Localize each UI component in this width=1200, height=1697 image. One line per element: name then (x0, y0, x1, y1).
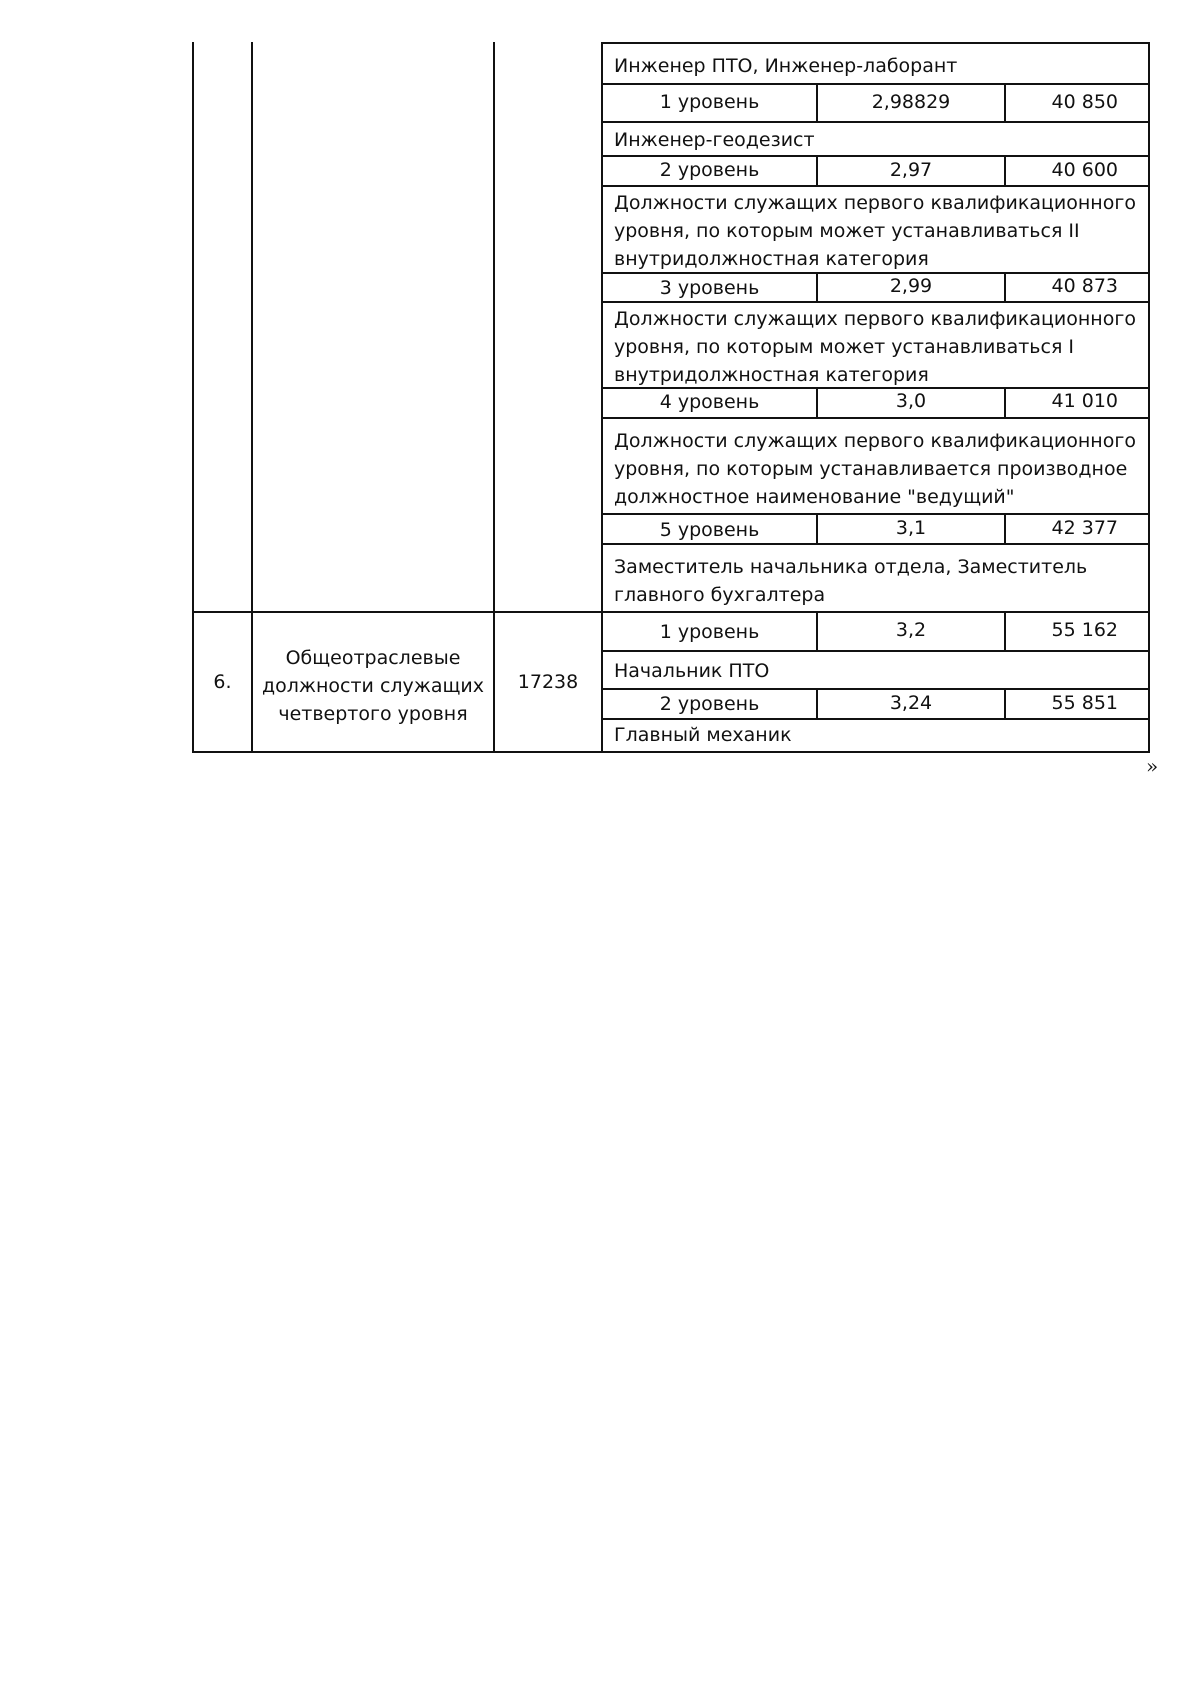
salary-value: 41 010 (1051, 390, 1118, 412)
group-name-line: Общеотраслевые (285, 647, 461, 669)
row-divider (601, 301, 1150, 303)
level-label: 3 уровень (659, 277, 760, 299)
coefficient-value: 2,98829 (871, 91, 951, 113)
closing-quote-mark: » (1146, 754, 1159, 778)
table-column-divider-2 (493, 42, 495, 753)
position-title-line: должностное наименование "ведущий" (614, 486, 1015, 508)
level-label: 1 уровень (659, 621, 760, 643)
row-divider (601, 121, 1150, 123)
position-title: Главный механик (614, 724, 792, 746)
coefficient-value: 2,99 (889, 275, 933, 297)
position-title-line: внутридолжностная категория (614, 364, 929, 386)
level-label: 5 уровень (659, 519, 760, 541)
position-title-line: Должности служащих первого квалификационного (614, 308, 1136, 330)
level-label: 4 уровень (659, 391, 760, 413)
level-label: 1 уровень (659, 91, 760, 113)
table-bottom-border (192, 751, 1150, 753)
salary-value: 42 377 (1051, 517, 1118, 539)
position-title-line: уровня, по которым устанавливается производное (614, 458, 1128, 480)
position-title-line: Заместитель начальника отдела, Заместитель (614, 556, 1088, 578)
position-title: Инженер ПТО, Инженер-лаборант (614, 55, 958, 77)
base-salary: 17238 (517, 671, 579, 693)
row-divider (601, 83, 1150, 85)
row-number: 6. (213, 671, 232, 693)
row-divider (601, 543, 1150, 545)
position-title-line: главного бухгалтера (614, 584, 826, 606)
position-title-line: уровня, по которым может устанавливаться II (614, 220, 1080, 242)
level-label: 2 уровень (659, 159, 760, 181)
salary-value: 40 873 (1051, 275, 1118, 297)
group-name-line: должности служащих (261, 675, 485, 697)
coefficient-value: 3,2 (895, 619, 927, 641)
position-title-line: Должности служащих первого квалификационного (614, 430, 1136, 452)
row-divider (601, 185, 1150, 187)
table-border-right (1148, 42, 1150, 753)
coefficient-value: 3,0 (895, 390, 927, 412)
salary-value: 40 600 (1051, 159, 1118, 181)
position-title-line: уровня, по которым может устанавливаться I (614, 336, 1075, 358)
position-title: Инженер-геодезист (614, 129, 815, 151)
row-divider (601, 417, 1150, 419)
position-title-line: Должности служащих первого квалификационного (614, 192, 1136, 214)
row-6-top-border (192, 611, 1150, 613)
position-title: Начальник ПТО (614, 660, 770, 682)
row-divider (601, 650, 1150, 652)
salary-value: 55 851 (1051, 692, 1118, 714)
salary-value: 40 850 (1051, 91, 1118, 113)
coefficient-value: 3,24 (889, 692, 933, 714)
group-name-line: четвертого уровня (278, 703, 468, 725)
row-divider (601, 718, 1150, 720)
table-border-left (192, 42, 194, 753)
level-label: 2 уровень (659, 693, 760, 715)
position-title-line: внутридолжностная категория (614, 248, 929, 270)
salary-value: 55 162 (1051, 619, 1118, 641)
coefficient-value: 3,1 (895, 517, 927, 539)
right-block-top-border (601, 42, 1150, 44)
coefficient-value: 2,97 (889, 159, 933, 181)
